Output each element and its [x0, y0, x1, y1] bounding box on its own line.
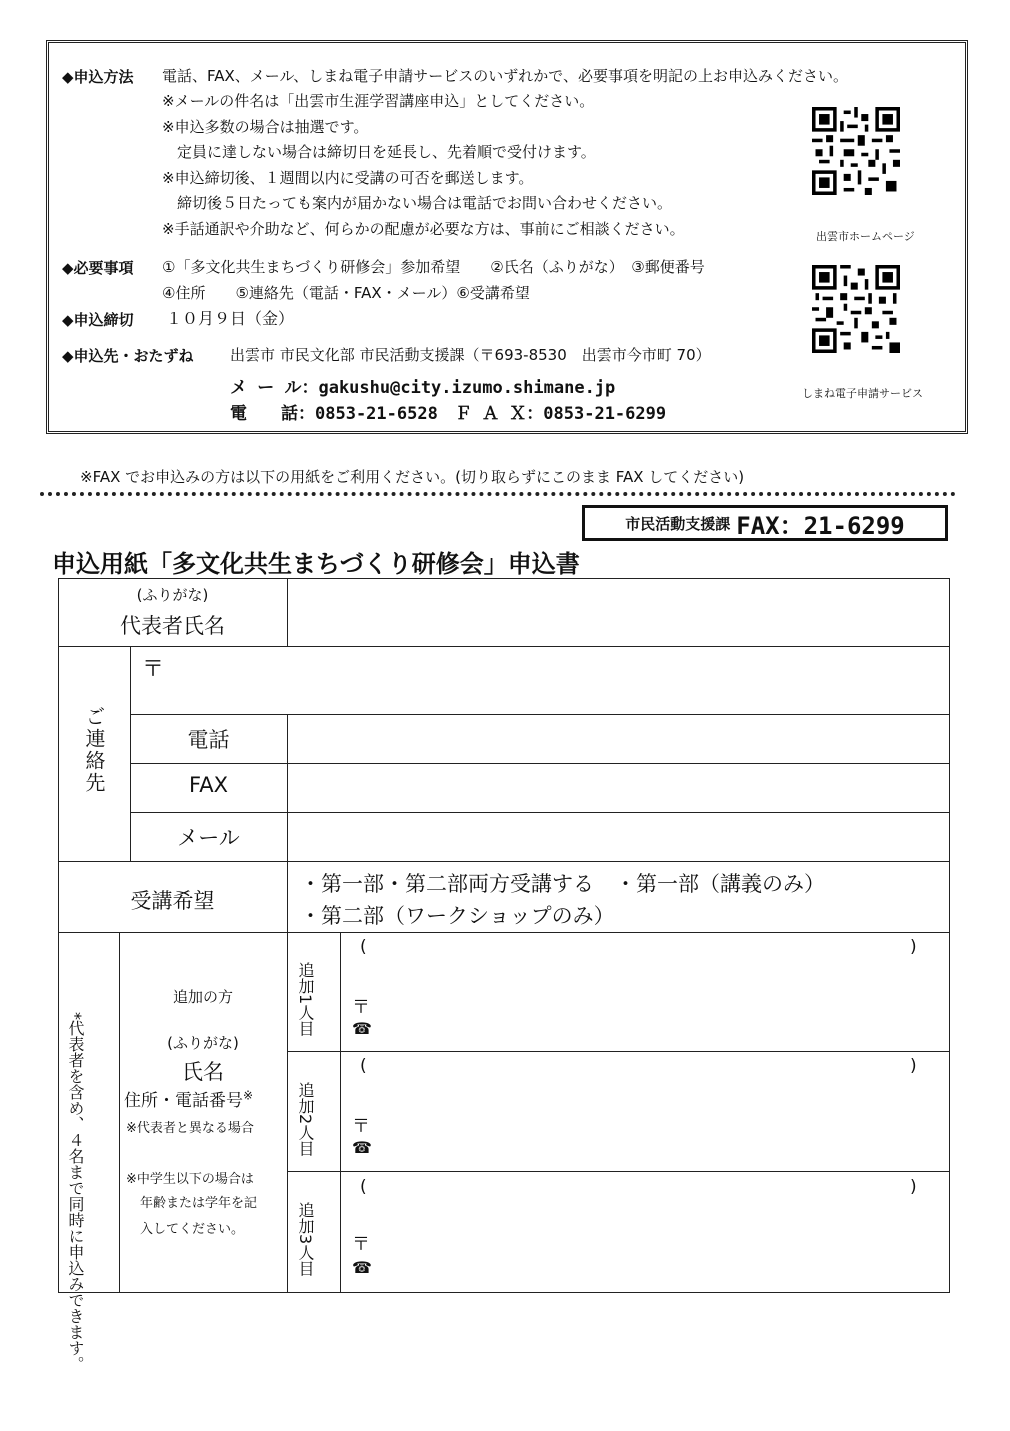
tel-field[interactable]: [290, 716, 947, 761]
contact-side-label: ご連絡先: [82, 706, 106, 794]
furigana-label: (ふりがな): [136, 586, 209, 604]
person-1-label: 追加1人目: [296, 962, 315, 1037]
additional-addr-label: 住所・電話番号※: [124, 1088, 254, 1111]
course-option-line-2[interactable]: ・第二部（ワークショップのみ）: [300, 904, 615, 928]
person-3-field[interactable]: [343, 1173, 947, 1290]
method-line-5: ※申込締切後、１週間以内に受講の可否を郵送します。: [162, 169, 534, 187]
additional-note-2: ※中学生以下の場合は: [126, 1172, 254, 1187]
additional-addr-mark: ※: [243, 1088, 254, 1103]
fax-number-badge: [582, 505, 948, 541]
required-line-1: ①「多文化共生まちづくり研修会」参加希望 ②氏名（ふりがな） ③郵便番号: [162, 258, 705, 276]
additional-note-3: 年齢または学年を記: [140, 1196, 258, 1211]
deadline-label: ◆申込締切: [62, 311, 134, 329]
course-label: 受講希望: [130, 889, 215, 913]
person-2-furigana-close: ): [910, 1056, 917, 1076]
additional-note-1: ※代表者と異なる場合: [126, 1121, 254, 1136]
fax-badge-department: 市民活動支援課: [625, 514, 731, 533]
required-line-2: ④住所 ⑤連絡先（電話・FAX・メール）⑥受講希望: [162, 284, 530, 302]
contact-label: ◆申込先・おたずね: [62, 347, 194, 365]
mail-label: メール: [177, 826, 240, 850]
contact-address: 出雲市 市民文化部 市民活動支援課（〒693-8530 出雲市今市町 70）: [230, 346, 711, 364]
method-line-4: 定員に達しない場合は締切日を延長し、先着順で受付けます。: [162, 143, 596, 161]
fax-field[interactable]: [290, 765, 947, 810]
rep-name-label: 代表者氏名: [120, 614, 225, 638]
form-title: 申込用紙「多文化共生まちづくり研修会」申込書: [52, 550, 580, 578]
person-1-furigana-open: (: [360, 937, 367, 957]
rep-name-field[interactable]: [290, 580, 947, 644]
person-1-postal-mark: 〒: [352, 997, 370, 1018]
tel-label: 電話: [187, 728, 230, 752]
contact-tel-fax: 電 話：0853-21-6528 Ｆ Ａ Ｘ：0853-21-6299: [230, 404, 667, 424]
person-1-furigana-close: ): [910, 937, 917, 957]
person-3-label: 追加3人目: [296, 1202, 315, 1277]
person-1-field[interactable]: [343, 934, 947, 1049]
qr-code-homepage: [812, 107, 900, 195]
person-2-furigana-open: (: [360, 1056, 367, 1076]
qr-e-application-label: しまね電子申請サービス: [802, 387, 923, 400]
qr-code-e-application: [812, 265, 900, 353]
additional-title: 追加の方: [172, 988, 233, 1006]
additional-name-label: 氏名: [182, 1060, 224, 1084]
address-field[interactable]: [165, 648, 947, 712]
method-label: ◆申込方法: [62, 68, 134, 86]
additional-side-note: *代表者を含め、４名まで同時に申込みできます。: [66, 1012, 85, 1372]
contact-mail: メ ー ル：gakushu@city.izumo.shimane.jp: [230, 378, 616, 398]
mail-field[interactable]: [290, 814, 947, 859]
additional-furigana-label: (ふりがな): [167, 1034, 239, 1052]
person-2-label: 追加2人目: [296, 1082, 315, 1157]
method-line-3: ※申込多数の場合は抽選です。: [162, 118, 369, 136]
fax-badge-number: FAX：21-6299: [736, 511, 905, 540]
method-line-1: 電話、FAX、メール、しまね電子申請サービスのいずれかで、必要事項を明記の上お申込みください。: [162, 67, 848, 85]
method-line-2: ※メールの件名は「出雲市生涯学習講座申込」としてください。: [162, 92, 595, 110]
additional-note-4: 入してください。: [140, 1222, 245, 1237]
deadline-value: １０月９日（金）: [166, 309, 295, 328]
course-option-line-1[interactable]: ・第一部・第二部両方受講する ・第一部（講義のみ）: [300, 872, 825, 896]
person-3-furigana-open: (: [360, 1177, 367, 1197]
qr-homepage-label: 出雲市ホームページ: [816, 230, 915, 243]
person-2-postal-mark: 〒: [352, 1116, 370, 1137]
person-3-phone-icon: ☎: [352, 1258, 372, 1277]
cut-line-divider: [40, 492, 956, 496]
person-3-furigana-close: ): [910, 1177, 917, 1197]
fax-instruction-note: ※FAX でお申込みの方は以下の用紙をご利用ください。(切り取らずにこのまま FAX してください): [80, 468, 745, 486]
method-line-7: ※手話通訳や介助など、何らかの配慮が必要な方は、事前にご相談ください。: [162, 220, 685, 238]
person-3-postal-mark: 〒: [352, 1234, 370, 1255]
required-label: ◆必要事項: [62, 259, 134, 277]
person-2-phone-icon: ☎: [352, 1138, 372, 1157]
postal-mark: 〒: [142, 657, 165, 682]
person-2-field[interactable]: [343, 1053, 947, 1169]
fax-label: FAX: [189, 773, 228, 797]
method-line-6: 締切後５日たっても案内が届かない場合は電話でお問い合わせください。: [162, 194, 673, 212]
person-1-phone-icon: ☎: [352, 1019, 372, 1038]
